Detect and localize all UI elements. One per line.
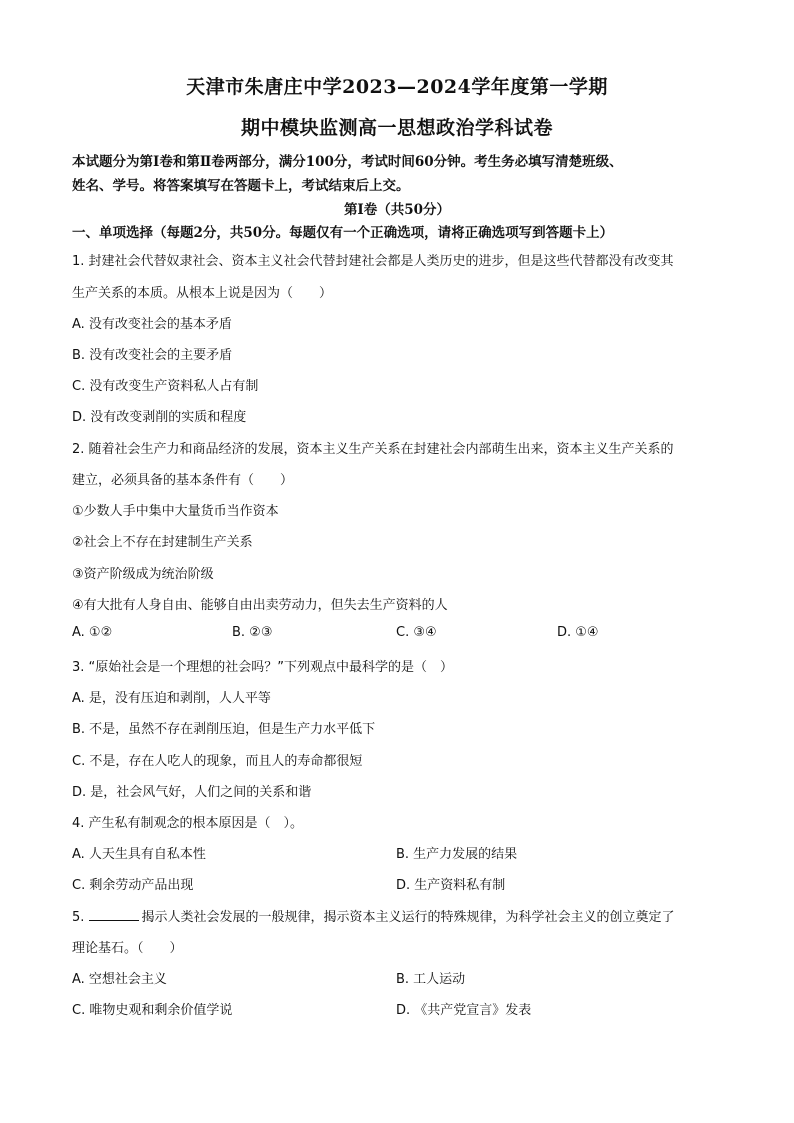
- question-5-option-a: A. 空想社会主义: [72, 972, 167, 987]
- question-3-stem: 3. “原始社会是一个理想的社会吗？”下列观点中最科学的是（ ）: [72, 660, 454, 675]
- question-4-option-a: A. 人天生具有自私本性: [72, 847, 206, 862]
- question-1-option-c: C. 没有改变生产资料私人占有制: [72, 379, 259, 394]
- question-3-option-b: B. 不是，虽然不存在剥削压迫，但是生产力水平低下: [72, 722, 376, 737]
- question-4-stem: 4. 产生私有制观念的根本原因是（ ）。: [72, 816, 304, 831]
- question-2-option-a: A. ①②: [72, 625, 113, 640]
- question-4-option-b: B. 生产力发展的结果: [396, 847, 518, 862]
- question-5-number: 5.: [72, 910, 85, 925]
- question-1-option-b: B. 没有改变社会的主要矛盾: [72, 348, 233, 363]
- exam-title-line1: 天津市朱唐庄中学2023—2024学年度第一学期: [186, 76, 608, 98]
- question-5-stem-text: 揭示人类社会发展的一般规律，揭示资本主义运行的特殊规律，为科学社会主义的创立奠定了: [141, 910, 675, 925]
- intro-line2: 姓名、学号。将答案填写在答题卡上，考试结束后上交。: [72, 178, 410, 194]
- question-2-item-3: ③资产阶级成为统治阶级: [72, 567, 214, 582]
- volume-title: 第Ⅰ卷（共50分）: [343, 202, 451, 218]
- question-5-option-d: D. 《共产党宣言》发表: [396, 1003, 532, 1018]
- question-1-stem-line1: 1. 封建社会代替奴隶社会、资本主义社会代替封建社会都是人类历史的进步，但是这些代替都没有改变其: [72, 254, 674, 269]
- question-2-item-4: ④有大批有人身自由、能够自由出卖劳动力，但失去生产资料的人: [72, 598, 448, 613]
- question-5-stem-line1: [72, 906, 675, 925]
- question-3-option-c: C. 不是，存在人吃人的现象，而且人的寿命都很短: [72, 754, 363, 769]
- question-2-option-d: D. ①④: [557, 625, 599, 640]
- question-3-option-d: D. 是，社会风气好，人们之间的关系和谐: [72, 785, 312, 800]
- question-1-option-a: A. 没有改变社会的基本矛盾: [72, 317, 232, 332]
- question-5-stem-line2: 理论基石。（ ）: [72, 941, 183, 956]
- question-4-option-d: D. 生产资料私有制: [396, 878, 506, 893]
- answer-blank: [89, 908, 139, 921]
- question-2-option-c: C. ③④: [396, 625, 437, 640]
- question-2-item-1: ①少数人手中集中大量货币当作资本: [72, 504, 279, 519]
- question-3-option-a: A. 是，没有压迫和剥削，人人平等: [72, 691, 271, 706]
- intro-line1: 本试题分为第Ⅰ卷和第Ⅱ卷两部分，满分100分，考试时间60分钟。考生务必填写清楚班级、: [72, 154, 623, 170]
- question-5-option-b: B. 工人运动: [396, 972, 466, 987]
- question-5-option-c: C. 唯物史观和剩余价值学说: [72, 1003, 233, 1018]
- question-2-option-b: B. ②③: [232, 625, 273, 640]
- question-1-stem-line2: 生产关系的本质。从根本上说是因为（ ）: [72, 286, 333, 301]
- part-title: 一、单项选择（每题2分，共50分。每题仅有一个正确选项，请将正确选项写到答题卡上）: [72, 225, 614, 241]
- question-4-option-c: C. 剩余劳动产品出现: [72, 878, 194, 893]
- question-2-stem-line1: 2. 随着社会生产力和商品经济的发展，资本主义生产关系在封建社会内部萌生出来，资本主义生产关系的: [72, 442, 674, 457]
- exam-title-line2: 期中模块监测高一思想政治学科试卷: [240, 117, 553, 139]
- question-1-option-d: D. 没有改变剥削的实质和程度: [72, 410, 247, 425]
- question-2-stem-line2: 建立，必须具备的基本条件有（ ）: [72, 473, 294, 488]
- question-2-item-2: ②社会上不存在封建制生产关系: [72, 535, 253, 550]
